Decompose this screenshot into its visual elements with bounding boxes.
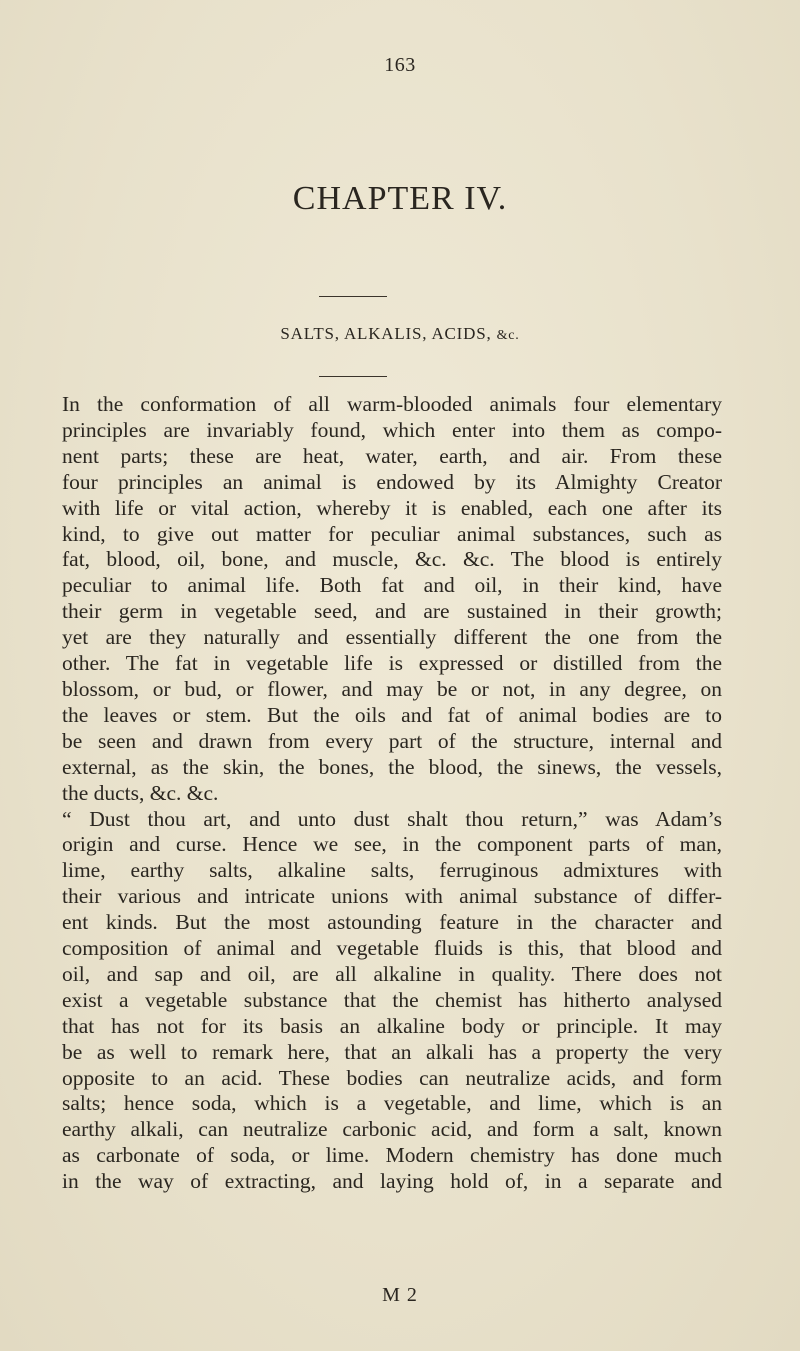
body-text	[62, 392, 722, 1195]
text-line: be as well to remark here, that an alkali has a property the very	[62, 1039, 722, 1064]
text-line: with life or vital action, whereby it is enabled, each one after its	[62, 495, 722, 520]
text-line: fat, blood, oil, bone, and muscle, &c. &c. The blood is entirely	[62, 547, 722, 572]
text-line: composition of animal and vegetable fluids is this, that blood and	[62, 936, 722, 961]
rule-divider-bottom	[319, 376, 387, 377]
text-line: the leaves or stem. But the oils and fat of animal bodies are to	[62, 702, 722, 727]
signature-mark: M 2	[382, 1284, 418, 1306]
text-line: the ducts, &c. &c.	[62, 780, 219, 805]
text-line: in the way of extracting, and laying hold of, in a separate and	[62, 1169, 722, 1194]
page-number: 163	[384, 54, 416, 76]
text-line: “ Dust thou art, and unto dust shalt thou return,” was Adam’s	[62, 806, 722, 831]
text-line: oil, and sap and oil, are all alkaline in quality. There does not	[62, 961, 722, 986]
text-line: external, as the skin, the bones, the blood, the sinews, the vessels,	[62, 754, 722, 779]
text-line: origin and curse. Hence we see, in the component parts of man,	[62, 832, 722, 857]
text-line: other. The fat in vegetable life is expressed or distilled from the	[62, 651, 722, 676]
text-line: ent kinds. But the most astounding feature in the character and	[62, 910, 722, 935]
section-heading	[0, 324, 800, 344]
text-line: be seen and drawn from every part of the structure, internal and	[62, 728, 722, 753]
text-line: principles are invariably found, which enter into them as compo-	[62, 417, 722, 442]
text-line: peculiar to animal life. Both fat and oil, in their kind, have	[62, 573, 722, 598]
text-line: earthy alkali, can neutralize carbonic acid, and form a salt, known	[62, 1117, 722, 1142]
text-line: their germ in vegetable seed, and are sustained in their growth;	[62, 599, 722, 624]
rule-divider-top	[319, 296, 387, 297]
text-line: salts; hence soda, which is a vegetable, and lime, which is an	[62, 1091, 722, 1116]
text-line: yet are they naturally and essentially different the one from the	[62, 625, 722, 650]
text-line: their various and intricate unions with animal substance of differ-	[62, 884, 722, 909]
text-line: as carbonate of soda, or lime. Modern chemistry has done much	[62, 1143, 722, 1168]
text-line: exist a vegetable substance that the chemist has hitherto analysed	[62, 987, 722, 1012]
text-line: lime, earthy salts, alkaline salts, ferruginous admixtures with	[62, 858, 722, 883]
section-heading-etc: &c.	[496, 328, 520, 343]
text-line: kind, to give out matter for peculiar animal substances, such as	[62, 521, 722, 546]
text-line: four principles an animal is endowed by its Almighty Creator	[62, 469, 722, 494]
chapter-title: CHAPTER IV.	[292, 180, 508, 217]
text-line: blossom, or bud, or flower, and may be or not, in any degree, on	[62, 676, 722, 701]
text-line: that has not for its basis an alkaline body or principle. It may	[62, 1013, 722, 1038]
section-heading-main: SALTS, ALKALIS, ACIDS,	[280, 324, 492, 343]
text-line: nent parts; these are heat, water, earth, and air. From these	[62, 443, 722, 468]
text-line: In the conformation of all warm-blooded animals four elementary	[62, 392, 722, 416]
text-line: opposite to an acid. These bodies can neutralize acids, and form	[62, 1065, 722, 1090]
